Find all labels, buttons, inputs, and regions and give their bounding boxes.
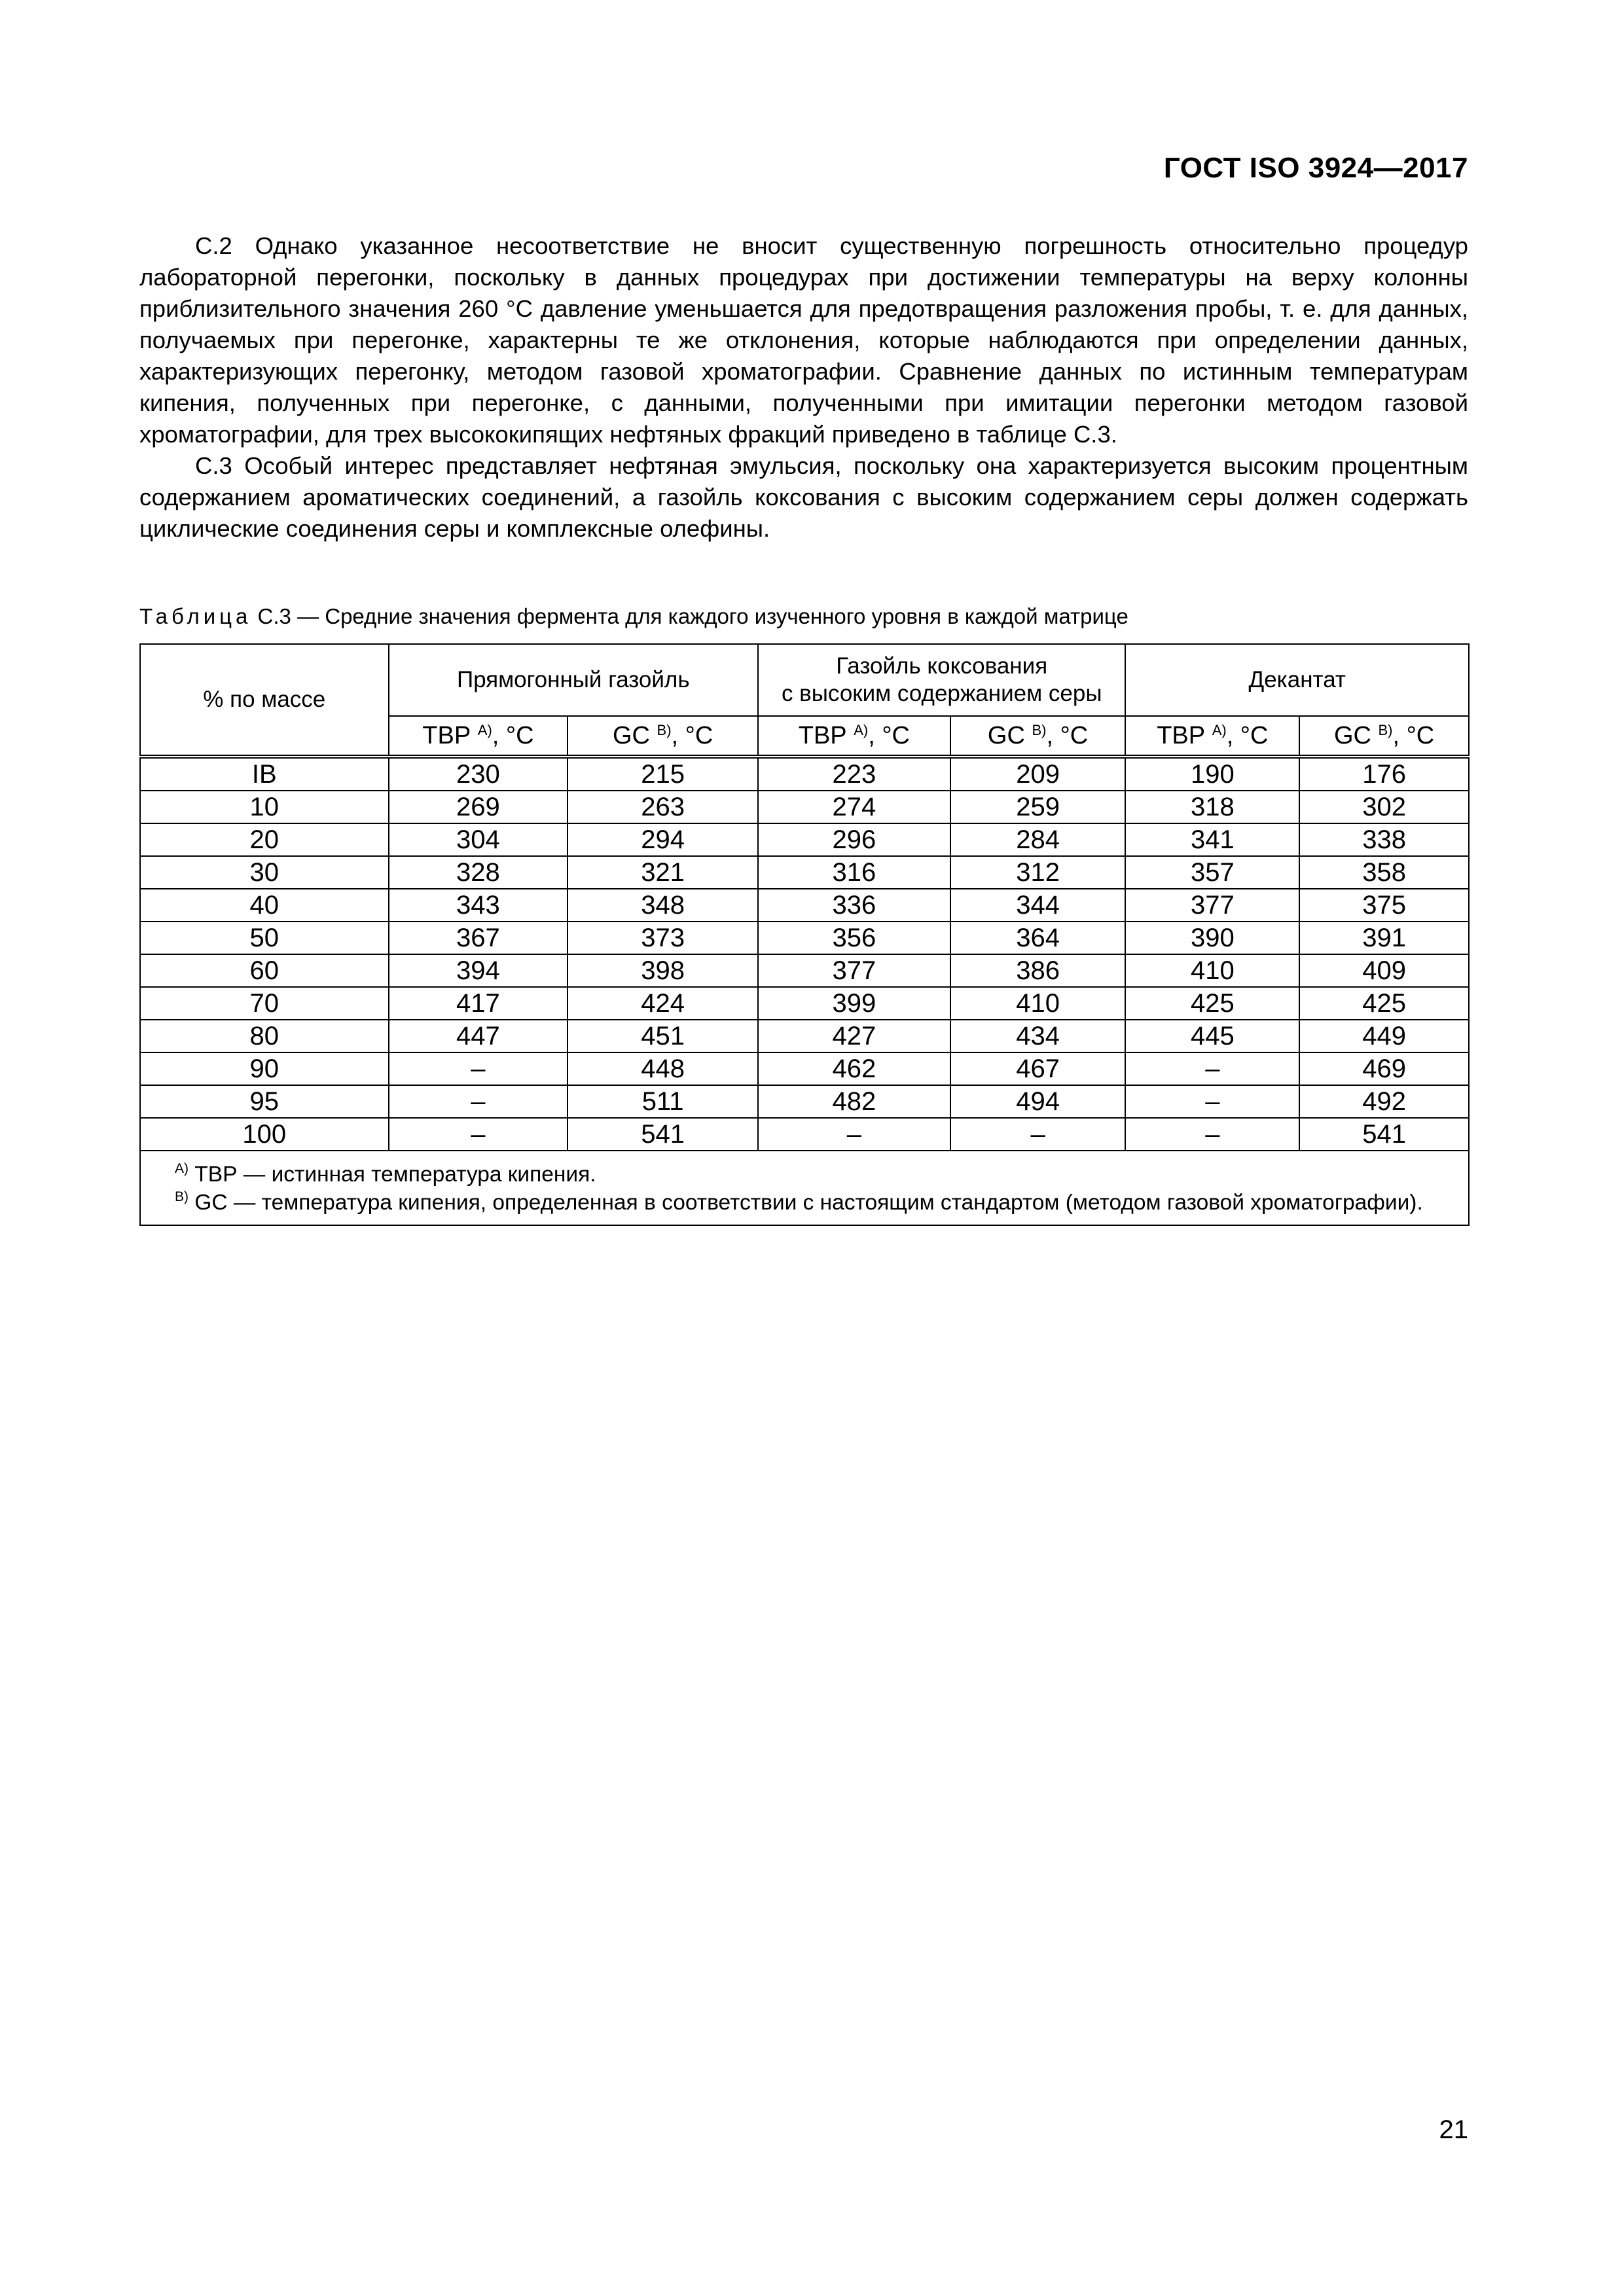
value-cell: 230 <box>389 757 568 791</box>
value-cell: 410 <box>1125 954 1299 987</box>
mass-percent-cell: 20 <box>140 823 389 856</box>
table-row <box>140 1020 1469 1052</box>
table-caption-text: С.3 — Средние значения фермента для каждого изученного уровня в каждой матрице <box>251 604 1128 628</box>
value-cell: 409 <box>1299 954 1469 987</box>
mass-percent-cell: 100 <box>140 1118 389 1151</box>
paragraph-c2: С.2 Однако указанное несоответствие не вносит существенную погрешность относительно процедур лабораторной перегонки, поскольку в данных процедурах при достижении температуры на верху колонны приблизительного значения 260 °С давление уменьшается для предотвращения разложения пробы, т. е. для данных, получаемых при перегонке, характерны те же отклонения, которые наблюдаются при определении данных, характеризующих перегонку, методом газовой хроматографии. Сравнение данных по истинным температурам кипения, полученных при перегонке, с данными, полученными при имитации перегонки методом газовой хроматографии, для трех высококипящих нефтяных фракций приведено в таблице С.3. <box>139 232 1468 448</box>
group-label-line1: Газойль коксования <box>836 653 1048 679</box>
value-cell: 482 <box>758 1085 950 1118</box>
value-cell: 215 <box>568 757 758 791</box>
value-cell: 284 <box>950 823 1126 856</box>
group-label-line1: Декантат <box>1248 667 1346 692</box>
value-cell: 390 <box>1125 922 1299 954</box>
value-cell: 259 <box>950 791 1126 823</box>
subheader-footnote-mark: B) <box>1378 722 1393 738</box>
note-mark: A) <box>175 1161 189 1176</box>
table-row <box>140 1118 1469 1151</box>
value-cell: 269 <box>389 791 568 823</box>
value-cell: 341 <box>1125 823 1299 856</box>
value-cell: 494 <box>950 1085 1126 1118</box>
value-cell: 448 <box>568 1052 758 1085</box>
table-row <box>140 922 1469 954</box>
value-cell: 176 <box>1299 757 1469 791</box>
mass-percent-cell: 40 <box>140 889 389 922</box>
mass-percent-cell: 95 <box>140 1085 389 1118</box>
table-row <box>140 791 1469 823</box>
subheader-cell <box>389 716 568 757</box>
value-cell: 336 <box>758 889 950 922</box>
mass-percent-cell: 90 <box>140 1052 389 1085</box>
value-cell: – <box>758 1118 950 1151</box>
table-row <box>140 757 1469 791</box>
value-cell: 377 <box>758 954 950 987</box>
mass-percent-cell: IB <box>140 757 389 791</box>
value-cell: 427 <box>758 1020 950 1052</box>
note-gc <box>141 1189 1467 1217</box>
data-table <box>139 643 1470 1226</box>
value-cell: 318 <box>1125 791 1299 823</box>
value-cell: 358 <box>1299 856 1469 889</box>
header-group-decant <box>1125 644 1469 716</box>
note-text: GC — температура кипения, определенная в соответствии с настоящим стандартом (методом газовой хроматографии). <box>189 1191 1423 1215</box>
subheader-base: ТВР <box>798 722 847 749</box>
value-cell: 398 <box>568 954 758 987</box>
value-cell: – <box>389 1052 568 1085</box>
mass-percent-cell: 50 <box>140 922 389 954</box>
header-group-coker-gasoil <box>758 644 1125 716</box>
subheader-unit: , °С <box>1392 722 1435 749</box>
value-cell: – <box>1125 1085 1299 1118</box>
value-cell: 410 <box>950 987 1126 1020</box>
subheader-base: GC <box>987 722 1025 749</box>
table-row <box>140 856 1469 889</box>
mass-percent-cell: 70 <box>140 987 389 1020</box>
page-number: 21 <box>1439 2115 1468 2144</box>
paragraph-c3: С.3 Особый интерес представляет нефтяная эмульсия, поскольку она характеризуется высоким процентным содержанием ароматических соединений, а газойль коксования с высоким содержанием серы должен содержать циклические соединения серы и комплексные олефины. <box>139 452 1468 542</box>
table-caption-label: Таблица <box>139 604 252 628</box>
value-cell: 399 <box>758 987 950 1020</box>
subheader-footnote-mark: A) <box>477 722 492 738</box>
subheader-base: ТВР <box>422 722 471 749</box>
value-cell: 417 <box>389 987 568 1020</box>
value-cell: – <box>1125 1052 1299 1085</box>
subheader-cell <box>1125 716 1299 757</box>
subheader-footnote-mark: B) <box>1032 722 1047 738</box>
mass-percent-cell: 80 <box>140 1020 389 1052</box>
note-tbp <box>141 1160 1467 1189</box>
value-cell: – <box>950 1118 1126 1151</box>
value-cell: 462 <box>758 1052 950 1085</box>
subheader-base: GC <box>612 722 650 749</box>
table-row <box>140 889 1469 922</box>
body-text <box>139 230 1468 545</box>
value-cell: 343 <box>389 889 568 922</box>
table-row <box>140 1052 1469 1085</box>
header-group-straight-run-gasoil <box>389 644 758 716</box>
value-cell: 296 <box>758 823 950 856</box>
table-row <box>140 987 1469 1020</box>
value-cell: 425 <box>1125 987 1299 1020</box>
mass-percent-cell: 10 <box>140 791 389 823</box>
value-cell: 373 <box>568 922 758 954</box>
subheader-unit: , °С <box>1226 722 1269 749</box>
value-cell: 304 <box>389 823 568 856</box>
table-row <box>140 823 1469 856</box>
mass-percent-cell: 30 <box>140 856 389 889</box>
value-cell: 375 <box>1299 889 1469 922</box>
value-cell: 223 <box>758 757 950 791</box>
value-cell: 467 <box>950 1052 1126 1085</box>
value-cell: 209 <box>950 757 1126 791</box>
value-cell: – <box>389 1118 568 1151</box>
value-cell: 338 <box>1299 823 1469 856</box>
value-cell: 328 <box>389 856 568 889</box>
table-notes <box>140 1151 1469 1225</box>
value-cell: 386 <box>950 954 1126 987</box>
subheader-cell <box>568 716 758 757</box>
value-cell: 357 <box>1125 856 1299 889</box>
value-cell: 451 <box>568 1020 758 1052</box>
subheader-base: GC <box>1333 722 1371 749</box>
subheader-unit: , °С <box>671 722 713 749</box>
value-cell: 511 <box>568 1085 758 1118</box>
subheader-cell <box>1299 716 1469 757</box>
subheader-base: ТВР <box>1157 722 1206 749</box>
subheader-footnote-mark: B) <box>657 722 672 738</box>
value-cell: 391 <box>1299 922 1469 954</box>
header-mass-percent: % по массе <box>140 644 389 757</box>
value-cell: 263 <box>568 791 758 823</box>
subheader-cell <box>758 716 950 757</box>
value-cell: 424 <box>568 987 758 1020</box>
value-cell: 356 <box>758 922 950 954</box>
table-caption <box>139 603 1475 630</box>
table-row <box>140 954 1469 987</box>
value-cell: 316 <box>758 856 950 889</box>
value-cell: 312 <box>950 856 1126 889</box>
value-cell: 190 <box>1125 757 1299 791</box>
document-code: ГОСТ ISO 3924—2017 <box>1163 152 1468 184</box>
value-cell: – <box>1125 1118 1299 1151</box>
value-cell: 449 <box>1299 1020 1469 1052</box>
value-cell: 294 <box>568 823 758 856</box>
subheader-unit: , °С <box>492 722 534 749</box>
value-cell: 434 <box>950 1020 1126 1052</box>
value-cell: 348 <box>568 889 758 922</box>
table-row <box>140 1085 1469 1118</box>
note-mark: B) <box>175 1189 189 1204</box>
value-cell: 541 <box>1299 1118 1469 1151</box>
note-text: ТВР — истинная температура кипения. <box>189 1162 596 1187</box>
group-label-line2: с высоким содержанием серы <box>781 681 1102 706</box>
value-cell: 541 <box>568 1118 758 1151</box>
value-cell: 445 <box>1125 1020 1299 1052</box>
value-cell: 302 <box>1299 791 1469 823</box>
subheader-cell <box>950 716 1126 757</box>
subheader-unit: , °С <box>868 722 910 749</box>
value-cell: 364 <box>950 922 1126 954</box>
group-label-line1: Прямогонный газойль <box>456 667 690 692</box>
value-cell: 447 <box>389 1020 568 1052</box>
value-cell: 492 <box>1299 1085 1469 1118</box>
subheader-footnote-mark: A) <box>854 722 869 738</box>
value-cell: 321 <box>568 856 758 889</box>
value-cell: 377 <box>1125 889 1299 922</box>
table-body <box>140 757 1469 1151</box>
value-cell: 425 <box>1299 987 1469 1020</box>
value-cell: 469 <box>1299 1052 1469 1085</box>
value-cell: 344 <box>950 889 1126 922</box>
value-cell: 274 <box>758 791 950 823</box>
value-cell: 394 <box>389 954 568 987</box>
mass-percent-cell: 60 <box>140 954 389 987</box>
value-cell: 367 <box>389 922 568 954</box>
subheader-footnote-mark: A) <box>1212 722 1227 738</box>
subheader-unit: , °С <box>1046 722 1089 749</box>
value-cell: – <box>389 1085 568 1118</box>
